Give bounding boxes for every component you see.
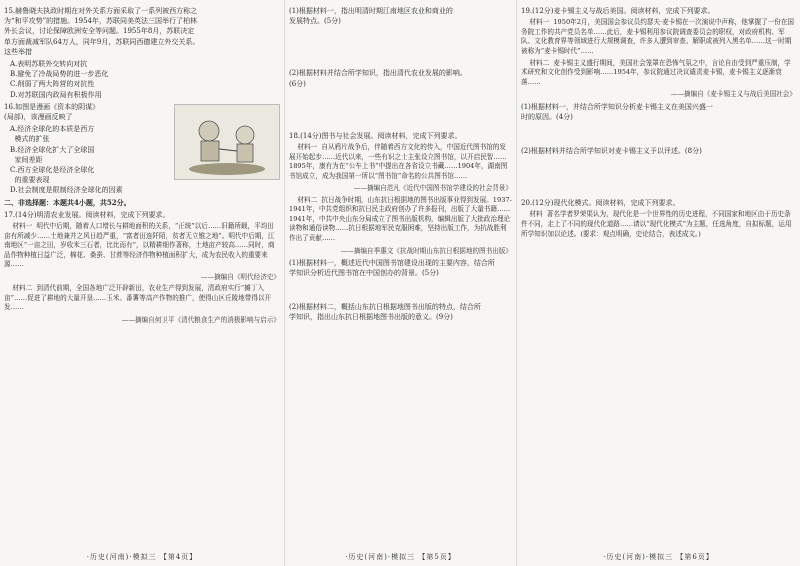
page-column-4 [0, 0, 284, 566]
question-19-material-2: 材料二 麦卡锡主义盛行期间，美国社会笼罩在恐怖气氛之中，言论自由受到严重压制，学术研究和文化创作受到影响……1954年，参议院通过决议谴责麦卡锡，麦卡锡主义逐渐衰落…… [521, 58, 791, 86]
question-19-requirement-1: (1)根据材料一，并结合所学知识分析麦卡锡主义在美国兴盛一 时的原因。(4分) [521, 102, 713, 121]
question-17-material-2: 材料二 到清代前期，全国各地广泛开辟新田，农业生产得到发展，清政府实行“摊丁入亩”……促进了耕地的大量开垦……玉米、番薯等高产作物的推广，使得山区丘陵地带得以开发…… [4, 284, 272, 312]
question-17-requirement-2: (2)根据材料并结合所学知识，指出清代农业发展的影响。 (6分) [289, 69, 467, 88]
question-17-source-2: ——摘编自何卫平《清代粮食生产的消极影响与启示》 [121, 316, 280, 325]
question-15: 15.赫鲁晓夫执政时期在对外关系方面采取了一系列被西方称之 为“和平攻势”的措施。1954年，苏联同美英法三国举行了柏林 外长会议，讨论保障欧洲安全等问题。1955年8月，苏联决定 单方面裁减军队64万人，同年9月，苏联同西德建立外交关系。 这些举措 [4, 7, 200, 56]
page-footer-4: ·历史(河南)·模拟三 【第4页】 [86, 553, 198, 561]
question-19-source: ——摘编自《麦卡锡主义与战后美国社会》 [670, 90, 796, 99]
section-heading: 二、非选择题：本题共4小题，共52分。 [4, 197, 131, 207]
question-17-material-1: 材料一 明代中后期，随着人口增长与耕地面积的关系，“正统”以后……旧籍所载，平均田亩有所减少……土地兼并之风日趋严重，“富者田连阡陌，贫者无立锥之地”。明代中后期，江南地区“一亩之田，岁收米三石者，比比而有”，以精耕细作著称，土地亩产较高……同时，商品作物种植日益广泛，棉花、桑蚕、甘蔗等经济作物种植面积扩大，成为农民收入的重要来源…… [4, 222, 275, 269]
question-17-requirement-1: (1)根据材料一，指出明清时期江南地区农业和商业的 发展特点。(5分) [289, 7, 453, 26]
cartoon-image [174, 104, 280, 180]
page-footer-5: ·历史(河南)·模拟三 【第5页】 [345, 553, 456, 561]
question-18-material-2: 材料二 抗日战争时期，山东抗日根据地的图书出版事业得到发展。1937-1941年，中共党组织和抗日民主政府创办了许多报刊，出版了大量书籍……1941年，中共中央山东分局成立了图书出版机构，编辑出版了大批政治理论读物和通俗读物……抗日根据地军民克服困难，坚持出版工作，为抗战胜利作出了贡献…… [289, 195, 512, 242]
page-column-5 [284, 0, 516, 566]
page-footer-6: ·历史(河南)·模拟三 【第6页】 [603, 553, 714, 561]
question-20-title: 20.(12分)现代化模式。阅读材料，完成下列要求。 [521, 199, 680, 208]
question-19-requirement-2: (2)根据材料并结合所学知识对麦卡锡主义予以评述。(8分) [521, 146, 702, 155]
question-18-source-2: ——摘编自季惠文《抗战时期山东抗日根据地的图书出版》 [340, 246, 512, 255]
question-16-options: A.经济全球化的本质是西方 模式的扩张 B.经济全球化扩大了全球国 家间差距 C.西方全球化是经济全球化 的重要表现 D.社会制度是限制经济全球化的因素 [10, 125, 123, 195]
page-column-6 [516, 0, 800, 566]
question-20-material: 材料 著名学者罗荣渠认为，现代化是一个世界性的历史进程，不同国家和地区由于历史条件不同，走上了不同的现代化道路……请以“现代化模式”为主题，任选角度，自拟标题，运用所学知识加以论述。(要求：观点明确，史论结合，表述成文。) [521, 210, 792, 238]
question-19-title: 19.(12分)麦卡锡主义与战后美国。阅读材料，完成下列要求。 [521, 7, 715, 15]
question-17-source-1: ——摘编自《明代经济史》 [200, 273, 280, 282]
question-18-title: 18.(14分)图书与社会发展。阅读材料，完成下列要求。 [289, 131, 462, 140]
question-17-title: 17.(14分)明清农业发展。阅读材料，完成下列要求。 [4, 210, 170, 219]
question-18-material-1: 材料一 自从鸦片战争后，伴随着西方文化的传入，中国近代图书馆的发展开始起步……近代以来，一些有识之士主张设立图书馆，以开启民智……1895年，康有为在“公车上书”中提出在各省设立书藏……1904年，湖南图书馆成立，成为我国第一所以“图书馆”命名的公共图书馆…… [289, 143, 508, 180]
question-18-requirement-2: (2)根据材料二，概括山东抗日根据地图书出版的特点，结合所 学知识，指出山东抗日根据地图书出版的意义。(9分) [289, 303, 481, 322]
question-15-options: A.表明苏联外交转向对抗 B.避免了冷战局势的进一步恶化 C.削弱了两大阵营的对抗性 D.对苏联国内政局有积极作用 [10, 60, 109, 99]
question-18-requirement-1: (1)根据材料一，概述近代中国图书馆建设出现的主要内容，结合所 学知识分析近代图书馆在中国创办的背景。(5分) [289, 258, 495, 277]
question-16: 16.如图是漫画《资本的阴谋》 (局部)，该漫画反映了 [4, 102, 100, 122]
question-19-material-1: 材料一 1950年2月，美国国会参议员约瑟夫·麦卡锡在一次演说中声称，他掌握了一份在国务院工作的共产党员名单……此后，麦卡锡利用参议院调查委员会的职权，对政府机构、军队、文化教育界等领域进行大规模调查，许多人遭到审查、解职或被列入黑名单……这一时期被称为“麦卡锡时代”…… [521, 18, 795, 55]
question-18-source-1: ——摘编自范凡《近代中国图书馆学建设的社会背景》 [353, 184, 512, 193]
